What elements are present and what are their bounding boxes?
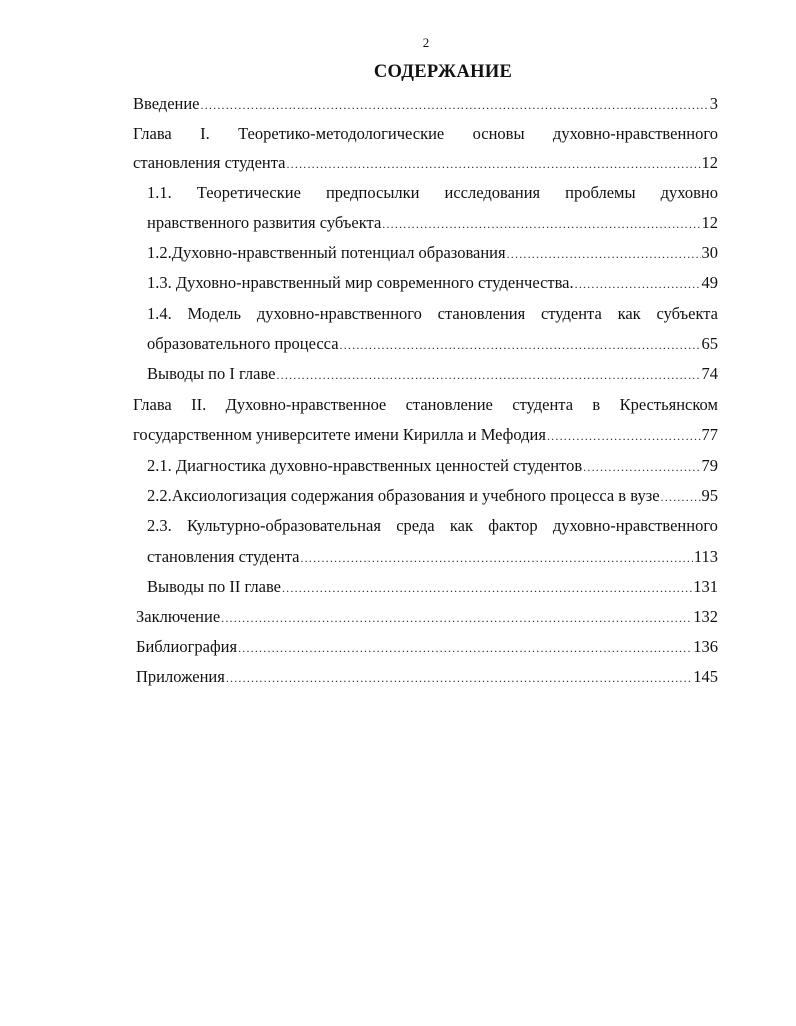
toc-entry-1-2: [147, 241, 718, 265]
toc-entry-page: 145: [693, 667, 718, 686]
page-title: СОДЕРЖАНИЕ: [373, 62, 513, 82]
toc-entry-label: Заключение: [136, 607, 221, 626]
toc-entry-label: Выводы по II главе: [147, 577, 281, 596]
dot-leader: [238, 636, 692, 660]
toc-entry-label: государственном университете имени Кирилла и Мефодия: [133, 425, 546, 444]
toc-entry-label: становления студента: [147, 547, 300, 566]
toc-entry-page: 12: [701, 153, 718, 172]
page-number: 2: [422, 35, 430, 50]
toc-entry-label: 2.2.Аксиологизация содержания образования и учебного процесса в вузе: [147, 486, 660, 505]
toc-entry-label: Приложения: [136, 667, 225, 686]
toc-entry-label: нравственного развития субъекта: [147, 213, 382, 232]
dot-leader: [575, 272, 701, 296]
dot-leader: [286, 152, 700, 176]
dot-leader: [276, 363, 700, 387]
toc-entry-page: 132: [693, 607, 718, 626]
dot-leader: [226, 666, 692, 690]
toc-entry-label: 2.1. Диагностика духовно-нравственных ценностей студентов: [147, 456, 583, 475]
toc-entry-label: образовательного процесса: [147, 334, 339, 353]
toc-entry-page: 74: [701, 364, 718, 383]
dot-leader: [340, 333, 701, 357]
toc-entry-page: 77: [701, 425, 718, 444]
dot-leader: [282, 576, 692, 600]
toc-entry-1-4: [147, 332, 718, 356]
dot-leader: [382, 212, 700, 236]
toc-entry-1-1-line1: 1.1. Теоретические предпосылки исследования проблемы духовно: [147, 183, 718, 202]
dot-leader: [507, 242, 701, 266]
toc-entry-page: 131: [693, 577, 718, 596]
dot-leader: [300, 546, 692, 570]
toc-entry-2-3-line1: 2.3. Культурно-образовательная среда как фактор духовно-нравственного: [147, 516, 718, 535]
toc-entry-label: Выводы по I главе: [147, 364, 276, 383]
dot-leader: [547, 424, 701, 448]
toc-entry-intro: [133, 92, 718, 116]
toc-entry-1-3: [147, 271, 718, 295]
toc-entry-ch2: [133, 423, 718, 447]
toc-entry-2-2: [147, 484, 718, 508]
toc-entry-page: 30: [701, 243, 718, 262]
toc-entry-page: 12: [701, 213, 718, 232]
toc-entry-label: становления студента: [133, 153, 286, 172]
toc-entry-label: Библиография: [136, 637, 238, 656]
toc-entry-ch1-line1: Глава I. Теоретико-методологические основы духовно-нравственного: [133, 124, 718, 143]
toc-entry-bibliography: [136, 635, 718, 659]
toc-entry-1-4-line1: 1.4. Модель духовно-нравственного становления студента как субъекта: [147, 304, 718, 323]
toc-entry-2-3: [147, 545, 718, 569]
toc-entry-page: 79: [701, 456, 718, 475]
toc-entry-2-1: [147, 454, 718, 478]
toc-entry-1-1: [147, 211, 718, 235]
toc-entry-conclusion: [136, 605, 718, 629]
dot-leader: [661, 485, 701, 509]
toc-entry-page: 95: [701, 486, 718, 505]
toc-entry-page: 3: [709, 94, 718, 113]
toc-entry-conclusions-2: [147, 575, 718, 599]
toc-entry-label: 1.3. Духовно-нравственный мир современного студенчества.: [147, 273, 574, 292]
toc-entry-label: 1.2.Духовно-нравственный потенциал образования: [147, 243, 506, 262]
dot-leader: [583, 455, 700, 479]
toc-entry-conclusions-1: [147, 362, 718, 386]
toc-entry-page: 113: [693, 547, 718, 566]
toc-entry-appendices: [136, 665, 718, 689]
toc-entry-page: 136: [693, 637, 718, 656]
toc-entry-page: 49: [701, 273, 718, 292]
toc-entry-label: Введение: [133, 94, 200, 113]
dot-leader: [221, 606, 692, 630]
toc-entry-ch2-line1: Глава II. Духовно-нравственноe становление студента в Крестьянском: [133, 395, 718, 414]
toc-entry-page: 65: [701, 334, 718, 353]
dot-leader: [201, 93, 709, 117]
toc-entry-ch1: [133, 151, 718, 175]
